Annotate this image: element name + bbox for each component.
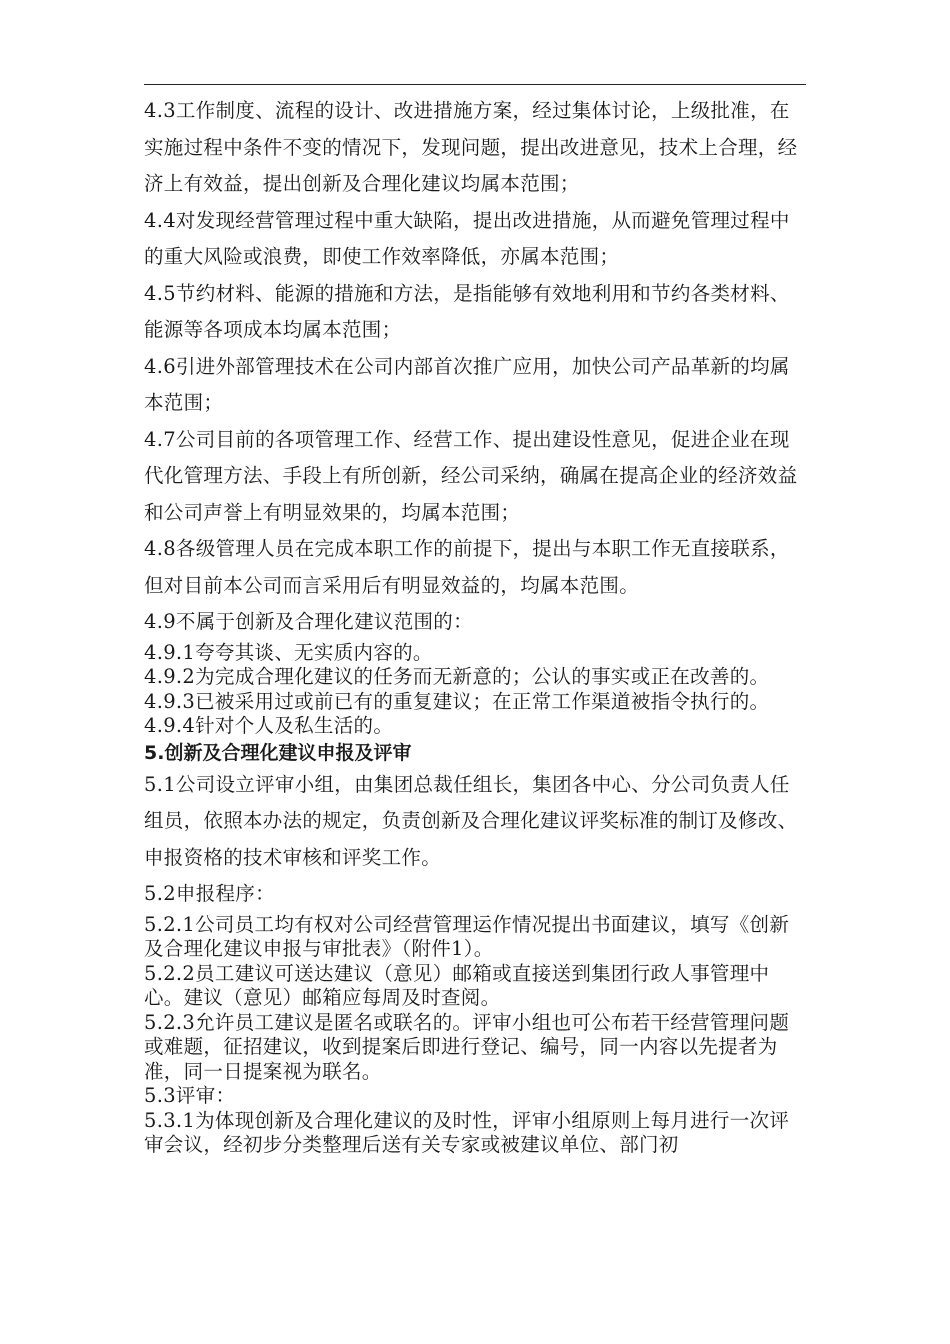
paragraph-4-9-1: 4.9.1夸夸其谈、无实质内容的。: [144, 640, 433, 664]
paragraph-4-7: 4.7公司目前的各项管理工作、经营工作、提出建设性意见，促进企业在现代化管理方法、手段上有所创新，经公司采纳，确属在提高企业的经济效益和公司声誉上有明显效果的，均属本范围；: [144, 427, 798, 524]
paragraph-4-9-2: 4.9.2为完成合理化建议的任务而无新意的；公认的事实或正在改善的。: [144, 665, 770, 688]
paragraph-5-2-2: 5.2.2员工建议可送达建议（意见）邮箱或直接送到集团行政人事管理中心。建议（意见）邮箱应每周及时查阅。: [144, 961, 770, 1009]
document-body: [144, 93, 806, 1158]
paragraph-5-1: 5.1公司设立评审小组，由集团总裁任组长，集团各中心、分公司负责人任组员，依照本办法的规定，负责创新及合理化建议评奖标准的制订及修改、申报资格的技术审核和评奖工作。: [144, 772, 798, 869]
section-heading-5: 5.创新及合理化建议申报及评审: [144, 741, 412, 764]
paragraph-4-3: 4.3工作制度、流程的设计、改进措施方案，经过集体讨论，上级批准，在实施过程中条件不变的情况下，发现问题，提出改进意见，技术上合理，经济上有效益，提出创新及合理化建议均属本范围；: [144, 99, 798, 195]
paragraph-4-5: 4.5节约材料、能源的措施和方法，是指能够有效地利用和节约各类材料、能源等各项成本均属本范围；: [144, 281, 790, 341]
paragraph-5-2-1: 5.2.1公司员工均有权对公司经营管理运作情况提出书面建议，填写《创新及合理化建议申报与审批表》（附件1）。: [144, 912, 790, 960]
paragraph-4-6: 4.6引进外部管理技术在公司内部首次推广应用，加快公司产品革新的均属本范围；: [144, 354, 790, 414]
paragraph-5-2: 5.2申报程序：: [144, 882, 275, 905]
paragraph-5-3: 5.3评审：: [144, 1084, 236, 1107]
paragraph-4-9-4: 4.9.4针对个人及私生活的。: [144, 714, 394, 737]
paragraph-5-3-1: 5.3.1为体现创新及合理化建议的及时性，评审小组原则上每月进行一次评审会议，经初步分类整理后送有关专家或被建议单位、部门初: [144, 1108, 790, 1156]
paragraph-4-4: 4.4对发现经营管理过程中重大缺陷，提出改进措施，从而避免管理过程中的重大风险或浪费，即使工作效率降低，亦属本范围；: [144, 208, 790, 268]
header-rule: [144, 84, 806, 85]
paragraph-4-9: 4.9不属于创新及合理化建议范围的：: [144, 610, 473, 633]
paragraph-5-2-3: 5.2.3允许员工建议是匿名或联名的。评审小组也可公布若干经营管理问题或难题，征招建议，收到提案后即进行登记、编号，同一内容以先提者为准，同一日提案视为联名。: [144, 1010, 790, 1083]
paragraph-4-8: 4.8各级管理人员在完成本职工作的前提下，提出与本职工作无直接联系，但对目前本公司而言采用后有明显效益的，均属本范围。: [144, 537, 790, 597]
paragraph-4-9-3: 4.9.3已被采用过或前已有的重复建议；在正常工作渠道被指令执行的。: [144, 689, 770, 713]
